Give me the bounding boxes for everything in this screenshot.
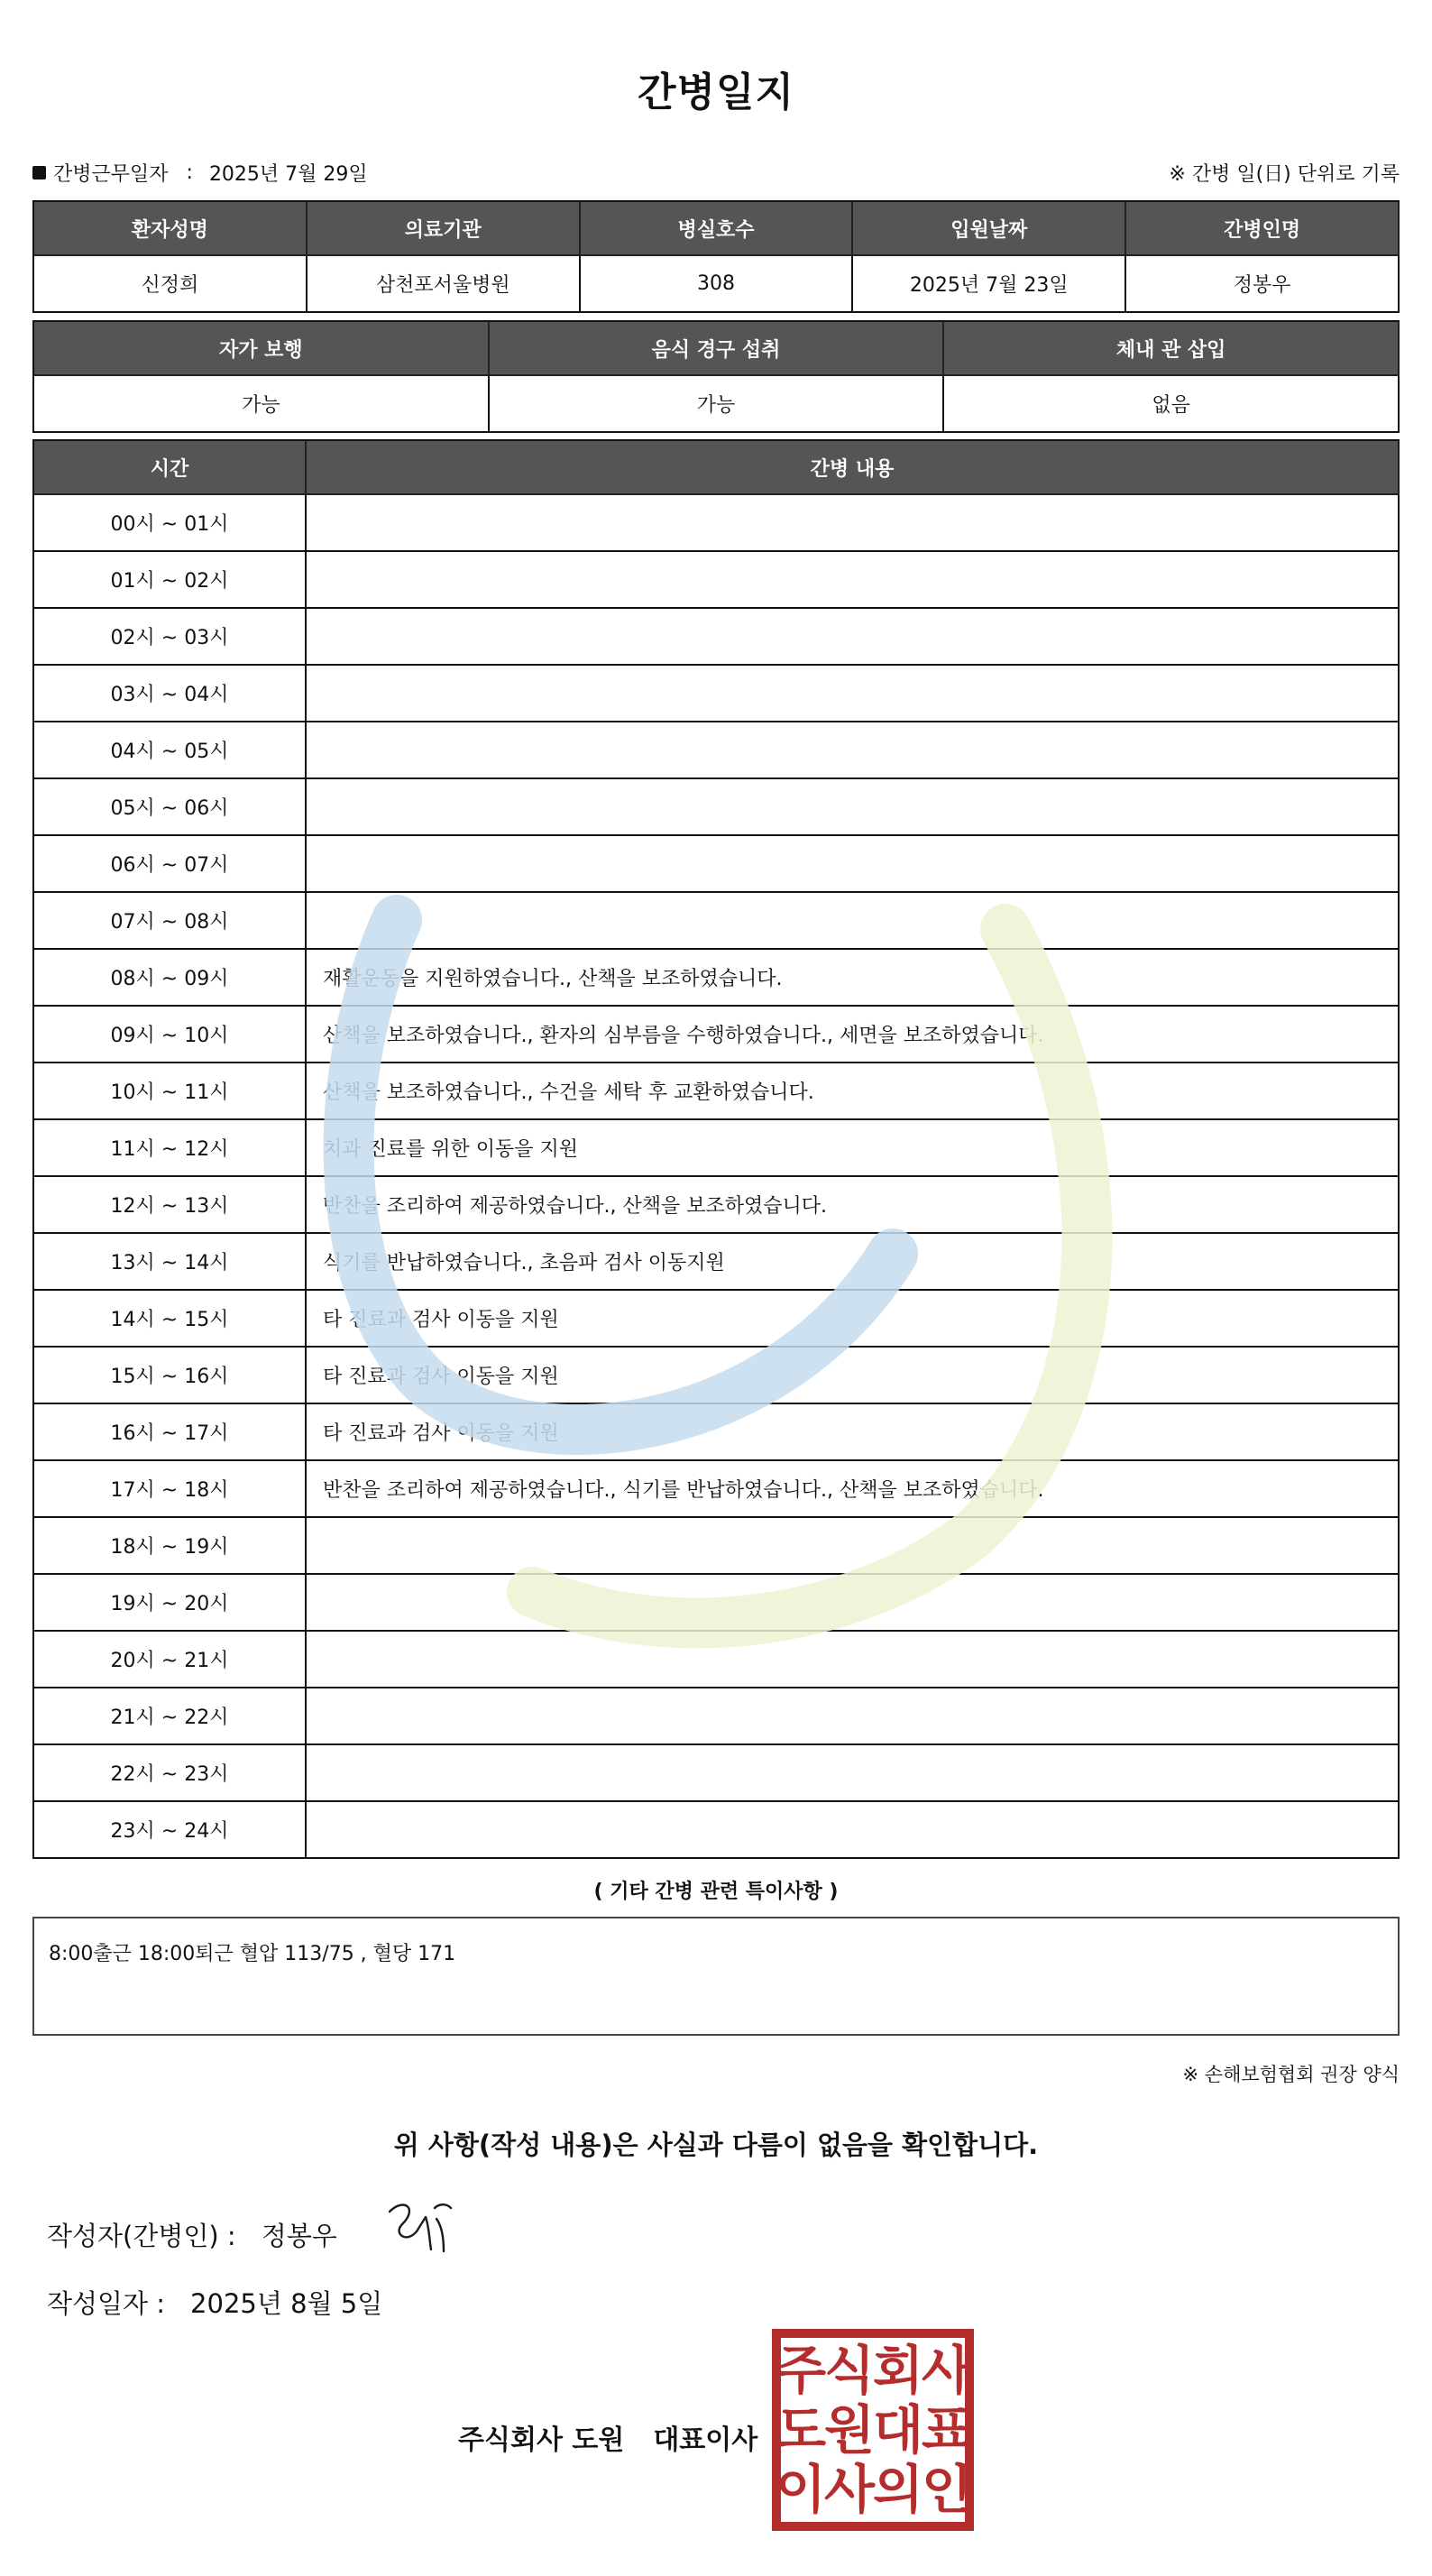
time-cell: 11시 ~ 12시 <box>34 1120 307 1177</box>
time-cell: 15시 ~ 16시 <box>34 1348 307 1404</box>
written-date-label: 작성일자 : <box>47 2288 166 2319</box>
content-cell <box>307 779 1400 836</box>
page-title: 간병일지 <box>637 69 794 115</box>
patient-header-cell: 병실호수 <box>581 202 854 256</box>
time-cell: 12시 ~ 13시 <box>34 1177 307 1234</box>
confirmation-statement: 위 사항(작성 내용)은 사실과 다름이 없음을 확인합니다. <box>393 2130 1039 2160</box>
content-cell: 타 진료과 검사 이동을 지원 <box>307 1404 1400 1461</box>
content-cell <box>307 1518 1400 1575</box>
admission-date-cell: 2025년 7월 23일 <box>853 256 1126 313</box>
handwritten-signature <box>379 2192 469 2264</box>
status-header-cell: 체내 관 삽입 <box>944 322 1400 376</box>
content-cell: 반찬을 조리하여 제공하였습니다., 산책을 보조하였습니다. <box>307 1177 1400 1234</box>
content-cell <box>307 1802 1400 1859</box>
content-cell <box>307 495 1400 552</box>
writer-name: 정봉우 <box>261 2221 337 2251</box>
work-date <box>32 159 368 187</box>
time-cell: 07시 ~ 08시 <box>34 893 307 950</box>
content-cell <box>307 1688 1400 1745</box>
time-cell: 08시 ~ 09시 <box>34 950 307 1007</box>
patient-status-table <box>32 320 1400 433</box>
special-notes-label: ( 기타 간병 관련 특이사항 ) <box>593 1881 839 1903</box>
content-cell: 타 진료과 검사 이동을 지원 <box>307 1291 1400 1348</box>
status-header-cell: 자가 보행 <box>34 322 490 376</box>
company-title: 대표이사 <box>653 2424 758 2456</box>
patient-header-cell: 환자성명 <box>34 202 308 256</box>
content-cell: 산책을 보조하였습니다., 환자의 심부름을 수행하였습니다., 세면을 보조하였습니다. <box>307 1007 1400 1063</box>
content-cell <box>307 1632 1400 1688</box>
time-cell: 23시 ~ 24시 <box>34 1802 307 1859</box>
time-cell: 18시 ~ 19시 <box>34 1518 307 1575</box>
time-cell: 10시 ~ 11시 <box>34 1063 307 1120</box>
content-cell <box>307 836 1400 893</box>
time-cell: 20시 ~ 21시 <box>34 1632 307 1688</box>
content-cell: 식기를 반납하였습니다., 초음파 검사 이동지원 <box>307 1234 1400 1291</box>
content-cell <box>307 1575 1400 1632</box>
company-seal-stamp <box>772 2329 974 2531</box>
time-cell: 04시 ~ 05시 <box>34 722 307 779</box>
seal-line: 주식회사 <box>775 2340 971 2401</box>
content-header-cell: 간병 내용 <box>307 441 1400 495</box>
time-cell: 05시 ~ 06시 <box>34 779 307 836</box>
seal-line: 도원대표 <box>775 2399 971 2461</box>
time-cell: 21시 ~ 22시 <box>34 1688 307 1745</box>
room-number-cell: 308 <box>581 256 854 313</box>
content-cell <box>307 609 1400 666</box>
special-notes-box <box>32 1917 1400 2036</box>
patient-info-table <box>32 200 1400 313</box>
time-cell: 22시 ~ 23시 <box>34 1745 307 1802</box>
time-cell: 16시 ~ 17시 <box>34 1404 307 1461</box>
content-cell <box>307 552 1400 609</box>
special-notes-content: 8:00출근 18:00퇴근 혈압 113/75 , 혈당 171 <box>49 1943 456 1965</box>
writer-line <box>47 2216 337 2253</box>
work-date-value: 2025년 7월 29일 <box>208 163 368 186</box>
written-date-line <box>47 2284 382 2321</box>
time-cell: 09시 ~ 10시 <box>34 1007 307 1063</box>
seal-text <box>772 2329 974 2531</box>
time-cell: 02시 ~ 03시 <box>34 609 307 666</box>
content-cell <box>307 722 1400 779</box>
status-header-cell: 음식 경구 섭취 <box>490 322 945 376</box>
seal-line: 이사의인 <box>775 2459 971 2520</box>
content-cell <box>307 893 1400 950</box>
oral-intake-cell: 가능 <box>490 376 945 433</box>
patient-header-cell: 입원날짜 <box>853 202 1126 256</box>
time-cell: 03시 ~ 04시 <box>34 666 307 722</box>
time-cell: 00시 ~ 01시 <box>34 495 307 552</box>
patient-name-cell: 신정희 <box>34 256 308 313</box>
caregiver-name-cell: 정봉우 <box>1126 256 1400 313</box>
time-cell: 17시 ~ 18시 <box>34 1461 307 1518</box>
content-cell: 타 진료과 검사 이동을 지원 <box>307 1348 1400 1404</box>
content-cell: 반찬을 조리하여 제공하였습니다., 식기를 반납하였습니다., 산책을 보조하였습니다. <box>307 1461 1400 1518</box>
content-cell <box>307 666 1400 722</box>
hospital-cell: 삼천포서울병원 <box>308 256 581 313</box>
written-date-value: 2025년 8월 5일 <box>190 2288 383 2319</box>
time-cell: 14시 ~ 15시 <box>34 1291 307 1348</box>
time-cell: 19시 ~ 20시 <box>34 1575 307 1632</box>
work-date-separator: : <box>186 161 193 184</box>
content-cell: 산책을 보조하였습니다., 수건을 세탁 후 교환하였습니다. <box>307 1063 1400 1120</box>
company-line <box>458 2417 757 2457</box>
company-name: 주식회사 도원 <box>458 2424 625 2456</box>
form-source-note: ※ 손해보험협회 권장 양식 <box>1182 2064 1400 2085</box>
writer-label: 작성자(간병인) : <box>47 2221 236 2251</box>
walking-status-cell: 가능 <box>34 376 490 433</box>
time-cell: 06시 ~ 07시 <box>34 836 307 893</box>
patient-header-cell: 간병인명 <box>1126 202 1400 256</box>
content-cell: 치과 진료를 위한 이동을 지원 <box>307 1120 1400 1177</box>
content-cell: 재활운동을 지원하였습니다., 산책을 보조하였습니다. <box>307 950 1400 1007</box>
record-note: ※ 간병 일(日) 단위로 기록 <box>1169 163 1400 186</box>
patient-header-cell: 의료기관 <box>308 202 581 256</box>
bullet-square-icon <box>32 166 46 179</box>
time-header-cell: 시간 <box>34 441 307 495</box>
tube-insertion-cell: 없음 <box>944 376 1400 433</box>
content-cell <box>307 1745 1400 1802</box>
time-cell: 01시 ~ 02시 <box>34 552 307 609</box>
hourly-log-table <box>32 439 1400 1859</box>
time-cell: 13시 ~ 14시 <box>34 1234 307 1291</box>
work-date-label: 간병근무일자 <box>53 163 169 186</box>
